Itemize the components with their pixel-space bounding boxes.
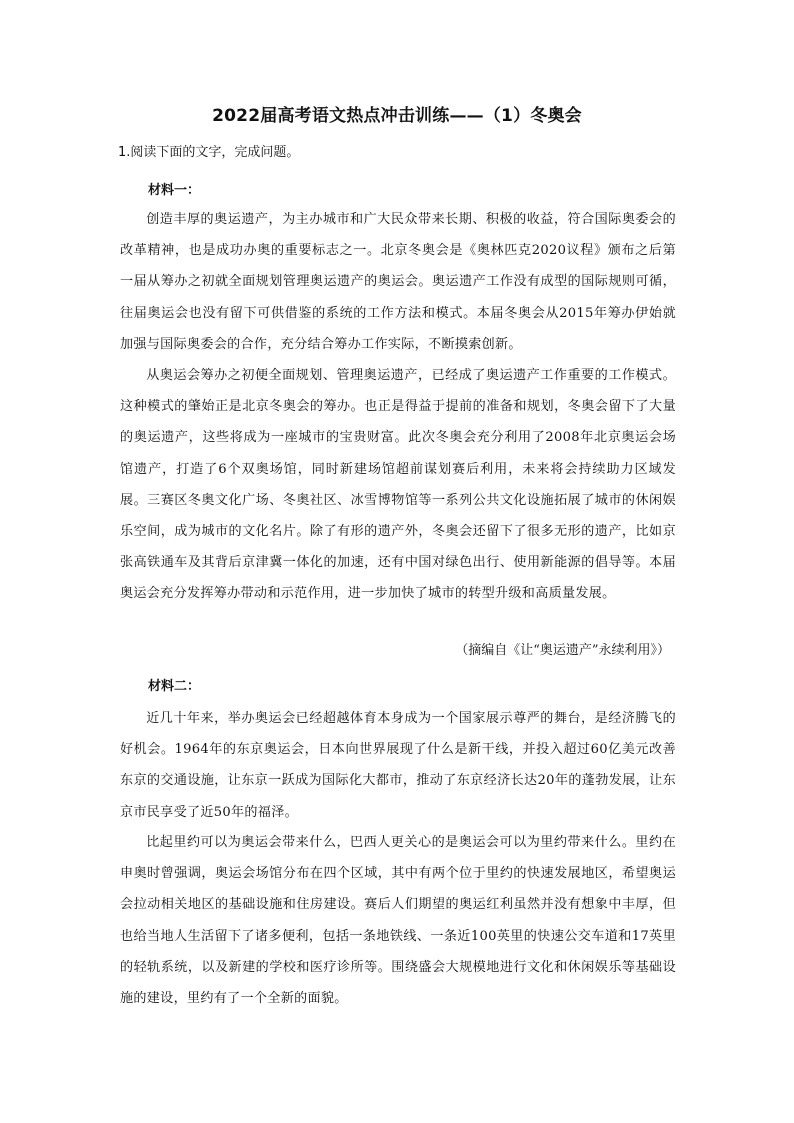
document-title: 2022届高考语文热点冲击训练——（1）冬奥会 — [212, 106, 582, 126]
material-one-paragraph-2: 从奥运会筹办之初便全面规划、管理奥运遗产，已经成了奥运遗产工作重要的工作模式。这种模式的肇始正是北京冬奥会的筹办。也正是得益于提前的准备和规划，冬奥会留下了大量的奥运遗产，这些将成为一座城市的宝贵财富。此次冬奥会充分利用了2008年北京奥运会场馆遗产，打造了6个双奥场馆，同时新建场馆超前谋划赛后利用，未来将会持续助力区域发展。三赛区冬奥文化广场、冬奥社区、冰雪博物馆等一系列公共文化设施拓展了城市的休闲娱乐空间，成为城市的文化名片。除了有形的遗产外，冬奥会还留下了很多无形的遗产，比如京张高铁通车及其背后京津冀一体化的加速，还有中国对绿色出行、使用新能源的倡导等。本届奥运会充分发挥筹办带动和示范作用，进一步加快了城市的转型升级和高质量发展。 — [120, 368, 676, 602]
material-two-label: 材料二： — [148, 679, 201, 694]
material-two-paragraph-1: 近几十年来，举办奥运会已经超越体育本身成为一个国家展示尊严的舞台，是经济腾飞的好机会。1964年的东京奥运会，日本向世界展现了什么是新干线，并投入超过60亿美元改善东京的交通设施，让东京一跃成为国际化大都市，推动了东京经济长达20年的蓬勃发展，让东京市民享受了近50年的福泽。 — [120, 711, 676, 820]
material-two-paragraph-2: 比起里约可以为奥运会带来什么，巴西人更关心的是奥运会可以为里约带来什么。里约在申奥时曾强调，奥运会场馆分布在四个区域，其中有两个位于里约的快速发展地区，希望奥运会拉动相关地区的基础设施和住房建设。赛后人们期望的奥运红利虽然并没有想象中丰厚，但也给当地人生活留下了诸多便利，包括一条地铁线、一条近100英里的快速公交车道和17英里的轻轨系统，以及新建的学校和医疗诊所等。围绕盛会大规模地进行文化和休闲娱乐等基础设施的建设，里约有了一个全新的面貌。 — [120, 835, 676, 1007]
question-prompt: 1.阅读下面的文字，完成问题。 — [118, 145, 300, 160]
material-one-paragraph-1: 创造丰厚的奥运遗产，为主办城市和广大民众带来长期、积极的收益，符合国际奥委会的改革精神，也是成功办奥的重要标志之一。北京冬奥会是《奥林匹克2020议程》颁布之后第一届从筹办之初就全面规划管理奥运遗产的奥运会。奥运遗产工作没有成型的国际规则可循，往届奥运会也没有留下可供借鉴的系统的工作方法和模式。本届冬奥会从2015年筹办伊始就加强与国际奥委会的合作，充分结合筹办工作实际，不断摸索创新。 — [120, 212, 676, 352]
material-one-source: （摘编自《让“奥运遗产”永续利用》） — [455, 643, 670, 658]
material-one-label: 材料一： — [148, 183, 201, 198]
